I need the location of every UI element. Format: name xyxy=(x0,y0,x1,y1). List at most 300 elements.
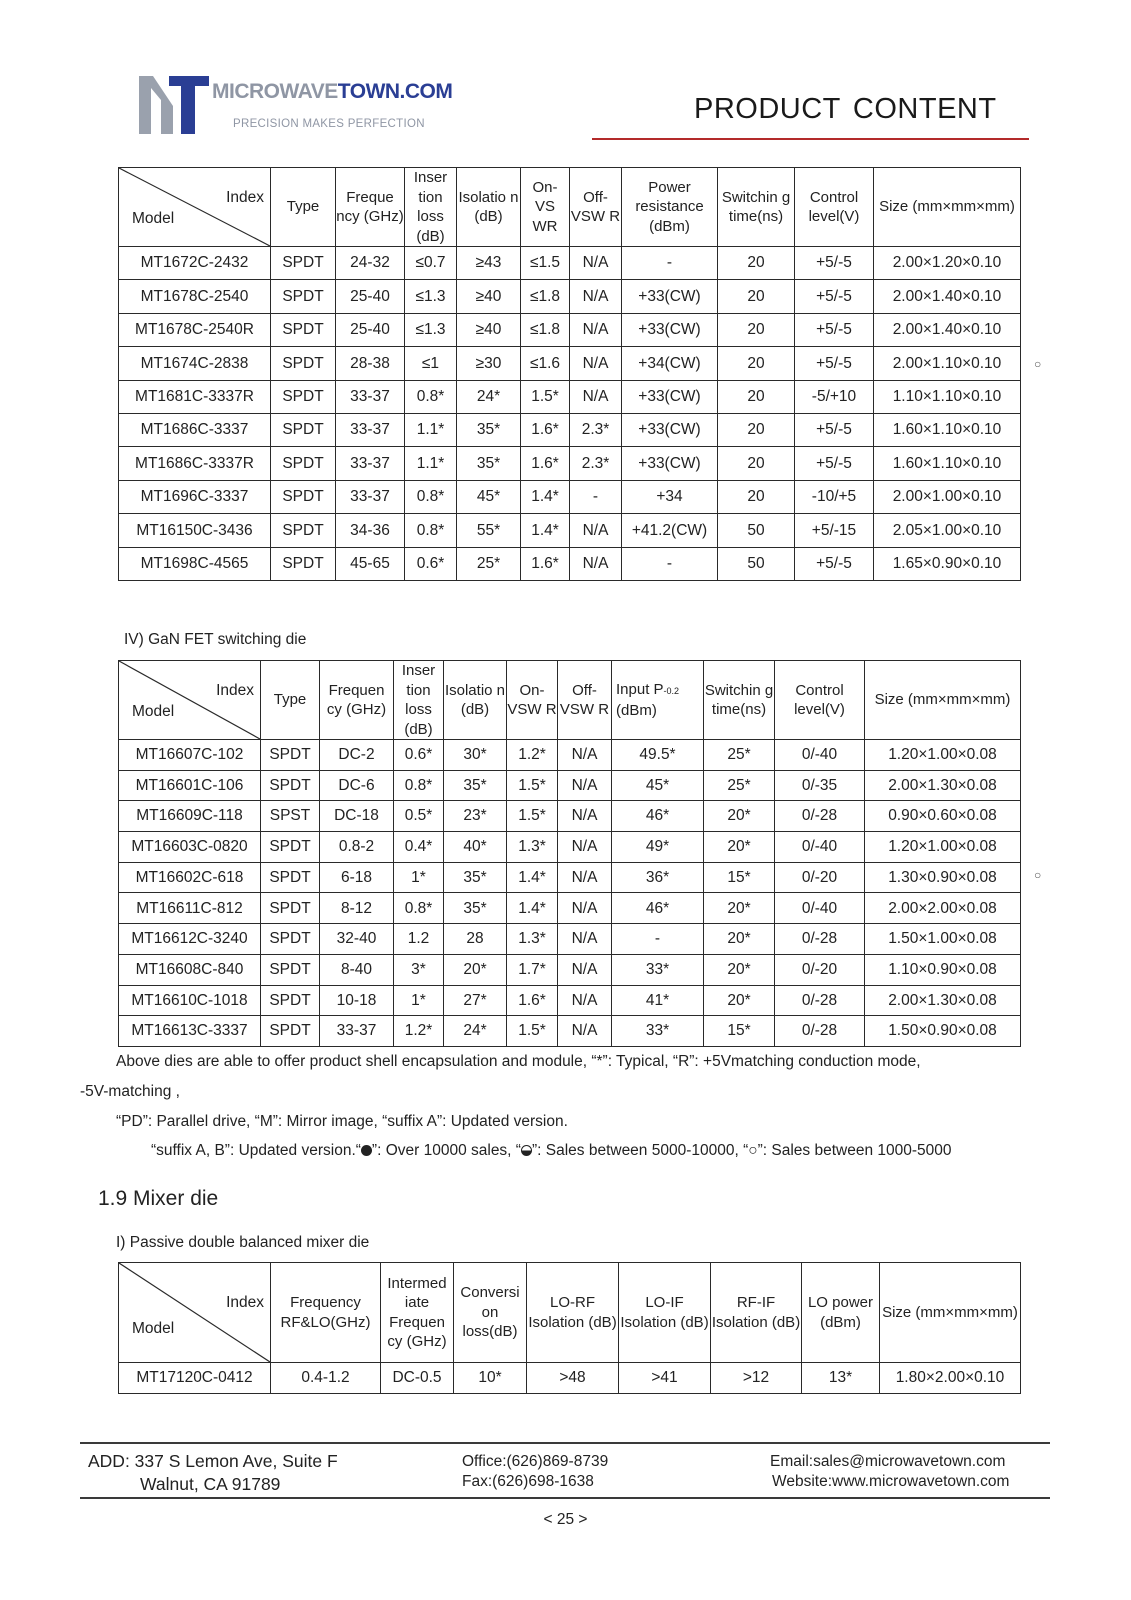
table-cell: SPDT xyxy=(261,1016,320,1047)
table-cell: N/A xyxy=(558,801,612,832)
table-cell: 1.1* xyxy=(405,447,457,480)
table-cell: 0.8* xyxy=(394,893,444,924)
table-cell: 1.80×2.00×0.10 xyxy=(880,1363,1021,1394)
table-cell: N/A xyxy=(570,313,622,346)
table-cell: SPDT xyxy=(261,862,320,893)
table-cell: SPDT xyxy=(261,832,320,863)
table-cell: 0/-20 xyxy=(775,862,865,893)
table-cell: 33-37 xyxy=(336,480,405,513)
table-row xyxy=(119,893,1021,924)
table-cell: N/A xyxy=(558,893,612,924)
table-row xyxy=(119,1016,1021,1047)
table-row xyxy=(119,514,1021,547)
table-row xyxy=(119,347,1021,380)
table-cell: ≤1.8 xyxy=(521,313,570,346)
table-cell: 1.2* xyxy=(394,1016,444,1047)
table-cell: >41 xyxy=(619,1363,711,1394)
legend-text: ”: Over 10000 sales, “ xyxy=(371,1142,521,1159)
table-cell: 1.4* xyxy=(507,893,558,924)
corner-header xyxy=(119,1263,271,1363)
table-row xyxy=(119,313,1021,346)
table-cell: 2.00×1.00×0.10 xyxy=(874,480,1021,513)
table-cell: ≤1.5 xyxy=(521,247,570,280)
table-cell: 0.8* xyxy=(405,480,457,513)
table-cell: 33-37 xyxy=(336,380,405,413)
footer-fax: Fax:(626)698-1638 xyxy=(462,1473,594,1490)
table-cell: 20* xyxy=(704,924,775,955)
table-cell: 25* xyxy=(457,547,521,580)
table-cell: 0/-28 xyxy=(775,1016,865,1047)
table-cell: +33(CW) xyxy=(622,447,718,480)
table-row xyxy=(119,985,1021,1016)
column-header: LO-RF Isolation (dB) xyxy=(527,1263,619,1363)
table-row xyxy=(119,480,1021,513)
table-cell: 33-37 xyxy=(336,447,405,480)
table-cell: +5/-5 xyxy=(795,247,874,280)
table-cell: 2.00×2.00×0.08 xyxy=(865,893,1021,924)
table-cell: SPDT xyxy=(271,447,336,480)
sales-marker: ○ xyxy=(1034,868,1042,882)
footer-office-phone: Office:(626)869-8739 xyxy=(462,1453,609,1470)
table-cell: SPDT xyxy=(271,413,336,446)
table-cell: 1.4* xyxy=(521,514,570,547)
table-cell: 1.5* xyxy=(507,1016,558,1047)
table-cell: +5/-5 xyxy=(795,280,874,313)
table-cell: 8-40 xyxy=(320,954,394,985)
table-cell: 2.00×1.40×0.10 xyxy=(874,280,1021,313)
legend-text: ”: Sales between 5000-10000, “○”: Sales between 1000-5000 xyxy=(531,1142,952,1159)
table-cell: 20 xyxy=(718,480,795,513)
column-header: Power resistance (dBm) xyxy=(622,168,718,247)
corner-model-label: Model xyxy=(132,702,175,720)
table-row xyxy=(119,954,1021,985)
table-cell: 50 xyxy=(718,514,795,547)
table-cell: 2.05×1.00×0.10 xyxy=(874,514,1021,547)
table-cell: +5/-5 xyxy=(795,547,874,580)
table-cell: 49.5* xyxy=(612,740,704,771)
model-cell: MT1678C-2540 xyxy=(119,280,271,313)
table-cell: 0.8* xyxy=(405,514,457,547)
table-cell: 25-40 xyxy=(336,313,405,346)
model-cell: MT17120C-0412 xyxy=(119,1363,271,1394)
table-cell: 1.30×0.90×0.08 xyxy=(865,862,1021,893)
table-cell: 33-37 xyxy=(320,1016,394,1047)
footer-address-line1: ADD: 337 S Lemon Ave, Suite F xyxy=(88,1451,338,1471)
table-cell: 2.3* xyxy=(570,413,622,446)
half-circle-icon xyxy=(521,1145,532,1156)
table-cell: SPDT xyxy=(271,547,336,580)
column-header: Type xyxy=(271,168,336,247)
table-cell: ≤1.3 xyxy=(405,313,457,346)
table-cell: 1.10×0.90×0.08 xyxy=(865,954,1021,985)
column-header: On- VS WR xyxy=(521,168,570,247)
note-line: Above dies are able to offer product shell encapsulation and module, “*”: Typical, “R”: +5Vmatching conduction mode, xyxy=(116,1053,921,1070)
table-cell: 20 xyxy=(718,313,795,346)
table-cell: 1.5* xyxy=(507,770,558,801)
table-cell: 32-40 xyxy=(320,924,394,955)
table-cell: >48 xyxy=(527,1363,619,1394)
table-cell: 25-40 xyxy=(336,280,405,313)
column-header: Type xyxy=(261,661,320,740)
table-cell: 1* xyxy=(394,862,444,893)
table-cell: 33* xyxy=(612,954,704,985)
table-cell: 46* xyxy=(612,893,704,924)
corner-header xyxy=(119,661,261,740)
table-row xyxy=(119,247,1021,280)
table-cell: 1.2 xyxy=(394,924,444,955)
model-cell: MT16602C-618 xyxy=(119,862,261,893)
table-cell: +33(CW) xyxy=(622,413,718,446)
table-cell: 28-38 xyxy=(336,347,405,380)
table-cell: 1.3* xyxy=(507,832,558,863)
table-cell: 15* xyxy=(704,1016,775,1047)
table-cell: 1.7* xyxy=(507,954,558,985)
table-cell: 0/-35 xyxy=(775,770,865,801)
table-cell: 23* xyxy=(444,801,507,832)
table-cell: N/A xyxy=(558,740,612,771)
table-cell: SPDT xyxy=(271,347,336,380)
table-cell: ≤1 xyxy=(405,347,457,380)
model-cell: MT16607C-102 xyxy=(119,740,261,771)
table-cell: 0.4* xyxy=(394,832,444,863)
table-cell: 1.50×0.90×0.08 xyxy=(865,1016,1021,1047)
footer-bottom-rule xyxy=(80,1497,1050,1499)
table-cell: ≤0.7 xyxy=(405,247,457,280)
table-cell: - xyxy=(622,247,718,280)
model-cell: MT16603C-0820 xyxy=(119,832,261,863)
model-cell: MT1674C-2838 xyxy=(119,347,271,380)
table-cell: 1.6* xyxy=(521,447,570,480)
table-cell: 1.5* xyxy=(521,380,570,413)
company-logo-mark xyxy=(139,76,209,134)
table-cell: N/A xyxy=(570,514,622,547)
full-circle-icon xyxy=(361,1145,372,1156)
column-header: Freque ncy (GHz) xyxy=(336,168,405,247)
corner-index-label: Index xyxy=(216,682,254,699)
table-cell: 2.00×1.30×0.08 xyxy=(865,985,1021,1016)
table-cell: 20 xyxy=(718,413,795,446)
table-cell: ≥43 xyxy=(457,247,521,280)
table-cell: 1.10×1.10×0.10 xyxy=(874,380,1021,413)
table-cell: 1.3* xyxy=(507,924,558,955)
table-cell: N/A xyxy=(558,862,612,893)
table-cell: 0/-40 xyxy=(775,893,865,924)
model-cell: MT16610C-1018 xyxy=(119,985,261,1016)
table-cell: 0/-28 xyxy=(775,985,865,1016)
table-cell: SPDT xyxy=(271,380,336,413)
footer-email: Email:sales@microwavetown.com xyxy=(770,1453,1006,1470)
table-cell: - xyxy=(612,924,704,955)
table-cell: 0.90×0.60×0.08 xyxy=(865,801,1021,832)
table-cell: +33(CW) xyxy=(622,313,718,346)
table-cell: 1* xyxy=(394,985,444,1016)
table-cell: 2.3* xyxy=(570,447,622,480)
table-cell: DC-18 xyxy=(320,801,394,832)
model-cell: MT16612C-3240 xyxy=(119,924,261,955)
table-cell: 33-37 xyxy=(336,413,405,446)
column-header: Frequency RF&LO(GHz) xyxy=(271,1263,381,1363)
model-cell: MT1678C-2540R xyxy=(119,313,271,346)
table-cell: 20 xyxy=(718,380,795,413)
table-cell: SPST xyxy=(261,801,320,832)
note-line: -5V-matching , xyxy=(80,1083,180,1100)
column-header: Frequen cy (GHz) xyxy=(320,661,394,740)
table-cell: 20* xyxy=(704,893,775,924)
column-header: Off- VSW R xyxy=(570,168,622,247)
table-cell: N/A xyxy=(558,770,612,801)
table-cell: 20 xyxy=(718,447,795,480)
table-cell: 20* xyxy=(704,801,775,832)
table-cell: >12 xyxy=(711,1363,802,1394)
model-cell: MT16611C-812 xyxy=(119,893,261,924)
table-cell: 20* xyxy=(444,954,507,985)
table-row xyxy=(119,770,1021,801)
table-cell: +41.2(CW) xyxy=(622,514,718,547)
table-cell: ≤1.6 xyxy=(521,347,570,380)
table-cell: 0.8* xyxy=(394,770,444,801)
table-cell: 0.6* xyxy=(394,740,444,771)
company-logo-text: MICROWAVETOWN.COM xyxy=(212,80,453,103)
corner-index-label: Index xyxy=(226,1294,264,1311)
table-cell: +33(CW) xyxy=(622,380,718,413)
table-cell: DC-6 xyxy=(320,770,394,801)
table-cell: 15* xyxy=(704,862,775,893)
column-header-input-power xyxy=(612,661,704,740)
table-cell: 0/-28 xyxy=(775,924,865,955)
table-cell: N/A xyxy=(558,924,612,955)
model-cell: MT1686C-3337 xyxy=(119,413,271,446)
table-cell: +5/-5 xyxy=(795,413,874,446)
table-cell: -5/+10 xyxy=(795,380,874,413)
corner-model-label: Model xyxy=(132,1319,175,1337)
table-row xyxy=(119,547,1021,580)
column-header: Inser tion loss (dB) xyxy=(394,661,444,740)
model-cell: MT16601C-106 xyxy=(119,770,261,801)
column-header: Inser tion loss (dB) xyxy=(405,168,457,247)
gan-switch-table xyxy=(118,660,1021,1047)
table-cell: 3* xyxy=(394,954,444,985)
column-header: Isolatio n (dB) xyxy=(444,661,507,740)
table-cell: 35* xyxy=(444,862,507,893)
switch-die-table xyxy=(118,167,1021,581)
table-cell: 10* xyxy=(454,1363,527,1394)
table-cell: 1.50×1.00×0.08 xyxy=(865,924,1021,955)
table-cell: 25* xyxy=(704,770,775,801)
corner-index-label: Index xyxy=(226,189,264,206)
table-cell: 1.60×1.10×0.10 xyxy=(874,413,1021,446)
table-cell: 41* xyxy=(612,985,704,1016)
model-cell: MT16608C-840 xyxy=(119,954,261,985)
table-cell: 0.5* xyxy=(394,801,444,832)
table-cell: 40* xyxy=(444,832,507,863)
input-power-unit: (dBm) xyxy=(616,702,657,719)
table-cell: DC-0.5 xyxy=(381,1363,454,1394)
note-line: “PD”: Parallel drive, “M”: Mirror image, “suffix A”: Updated version. xyxy=(116,1113,568,1130)
table-cell: 20* xyxy=(704,954,775,985)
table-cell: SPDT xyxy=(271,247,336,280)
table-cell: 46* xyxy=(612,801,704,832)
table-cell: 24* xyxy=(457,380,521,413)
table-cell: 1.2* xyxy=(507,740,558,771)
table-cell: +34 xyxy=(622,480,718,513)
table-cell: 1.20×1.00×0.08 xyxy=(865,740,1021,771)
table-cell: 1.60×1.10×0.10 xyxy=(874,447,1021,480)
table-row xyxy=(119,740,1021,771)
table-cell: 0.6* xyxy=(405,547,457,580)
table-cell: 35* xyxy=(444,893,507,924)
section-subtitle: I) Passive double balanced mixer die xyxy=(116,1234,370,1251)
table-row xyxy=(119,832,1021,863)
model-cell: MT1672C-2432 xyxy=(119,247,271,280)
table-cell: SPDT xyxy=(261,924,320,955)
table-cell: 1.4* xyxy=(521,480,570,513)
table-cell: 0/-40 xyxy=(775,832,865,863)
table-cell: -10/+5 xyxy=(795,480,874,513)
table-cell: 45* xyxy=(457,480,521,513)
table-cell: N/A xyxy=(558,1016,612,1047)
page-title: PRODUCT CONTENT xyxy=(694,93,997,125)
column-header: RF-IF Isolation (dB) xyxy=(711,1263,802,1363)
table-cell: 1.20×1.00×0.08 xyxy=(865,832,1021,863)
company-tagline: PRECISION MAKES PERFECTION xyxy=(233,118,425,130)
section-subtitle: IV) GaN FET switching die xyxy=(124,631,307,648)
footer-top-rule xyxy=(80,1442,1050,1444)
table-cell: 1.1* xyxy=(405,413,457,446)
corner-header xyxy=(119,168,271,247)
table-cell: 20* xyxy=(704,832,775,863)
table-cell: N/A xyxy=(558,985,612,1016)
table-cell: SPDT xyxy=(261,985,320,1016)
input-power-label: Input P xyxy=(616,680,664,698)
table-cell: - xyxy=(622,547,718,580)
column-header: Off- VSW R xyxy=(558,661,612,740)
table-cell: N/A xyxy=(570,347,622,380)
table-cell: 2.00×1.10×0.10 xyxy=(874,347,1021,380)
table-cell: 20* xyxy=(704,985,775,1016)
corner-model-label: Model xyxy=(132,209,175,227)
table-cell: ≥40 xyxy=(457,313,521,346)
column-header: Conversi on loss(dB) xyxy=(454,1263,527,1363)
table-cell: 49* xyxy=(612,832,704,863)
table-cell: N/A xyxy=(558,832,612,863)
table-cell: 20 xyxy=(718,247,795,280)
column-header: Control level(V) xyxy=(795,168,874,247)
table-cell: 35* xyxy=(457,413,521,446)
table-cell: 55* xyxy=(457,514,521,547)
table-row xyxy=(119,280,1021,313)
table-cell: 50 xyxy=(718,547,795,580)
table-cell: 6-18 xyxy=(320,862,394,893)
table-cell: 0.8-2 xyxy=(320,832,394,863)
table-cell: 36* xyxy=(612,862,704,893)
column-header: Size (mm×mm×mm) xyxy=(865,661,1021,740)
table-cell: SPDT xyxy=(261,893,320,924)
table-row xyxy=(119,447,1021,480)
page-number: < 25 > xyxy=(543,1511,588,1528)
table-cell: 13* xyxy=(802,1363,880,1394)
table-cell: 10-18 xyxy=(320,985,394,1016)
footer-website: Website:www.microwavetown.com xyxy=(772,1473,1010,1490)
table-cell: 2.00×1.30×0.08 xyxy=(865,770,1021,801)
table-cell: 30* xyxy=(444,740,507,771)
table-cell: SPDT xyxy=(261,740,320,771)
table-cell: 35* xyxy=(457,447,521,480)
table-cell: +5/-15 xyxy=(795,514,874,547)
column-header: Switchin g time(ns) xyxy=(704,661,775,740)
table-cell: 0/-20 xyxy=(775,954,865,985)
model-cell: MT16150C-3436 xyxy=(119,514,271,547)
table-cell: N/A xyxy=(570,547,622,580)
table-row xyxy=(119,924,1021,955)
table-cell: 33* xyxy=(612,1016,704,1047)
table-cell: SPDT xyxy=(271,514,336,547)
column-header: Switchin g time(ns) xyxy=(718,168,795,247)
column-header: LO power (dBm) xyxy=(802,1263,880,1363)
model-cell: MT1696C-3337 xyxy=(119,480,271,513)
table-cell: 1.6* xyxy=(521,413,570,446)
table-cell: 24* xyxy=(444,1016,507,1047)
footer-address-line2: Walnut, CA 91789 xyxy=(140,1474,281,1494)
table-row xyxy=(119,1363,1021,1394)
table-cell: SPDT xyxy=(261,770,320,801)
table-cell: N/A xyxy=(570,280,622,313)
table-cell: +5/-5 xyxy=(795,447,874,480)
input-power-sub: -0.2 xyxy=(663,685,680,696)
table-cell: +5/-5 xyxy=(795,347,874,380)
table-cell: 27* xyxy=(444,985,507,1016)
table-cell: 2.00×1.40×0.10 xyxy=(874,313,1021,346)
column-header: Intermed iate Frequen cy (GHz) xyxy=(381,1263,454,1363)
model-cell: MT1681C-3337R xyxy=(119,380,271,413)
table-cell: +5/-5 xyxy=(795,313,874,346)
table-cell: 20 xyxy=(718,280,795,313)
column-header: LO-IF Isolation (dB) xyxy=(619,1263,711,1363)
table-cell: 0/-40 xyxy=(775,740,865,771)
mixer-die-table xyxy=(118,1262,1021,1394)
table-cell: N/A xyxy=(570,247,622,280)
column-header: Control level(V) xyxy=(775,661,865,740)
table-cell: 28 xyxy=(444,924,507,955)
table-row xyxy=(119,413,1021,446)
section-heading: 1.9 Mixer die xyxy=(98,1187,219,1210)
table-cell: ≥40 xyxy=(457,280,521,313)
column-header: Size (mm×mm×mm) xyxy=(880,1263,1021,1363)
table-cell: DC-2 xyxy=(320,740,394,771)
table-row xyxy=(119,862,1021,893)
table-cell: SPDT xyxy=(271,313,336,346)
table-cell: 45-65 xyxy=(336,547,405,580)
table-cell: +33(CW) xyxy=(622,280,718,313)
table-row xyxy=(119,801,1021,832)
column-header: Size (mm×mm×mm) xyxy=(874,168,1021,247)
model-cell: MT1698C-4565 xyxy=(119,547,271,580)
table-cell: 1.4* xyxy=(507,862,558,893)
table-cell: SPDT xyxy=(261,954,320,985)
table-cell: 1.65×0.90×0.10 xyxy=(874,547,1021,580)
table-cell: ≤1.8 xyxy=(521,280,570,313)
table-cell: 0.4-1.2 xyxy=(271,1363,381,1394)
table-cell: 25* xyxy=(704,740,775,771)
table-row xyxy=(119,380,1021,413)
table-cell: ≤1.3 xyxy=(405,280,457,313)
model-cell: MT1686C-3337R xyxy=(119,447,271,480)
table-cell: 45* xyxy=(612,770,704,801)
legend-text: “suffix A, B”: Updated version.“ xyxy=(151,1142,361,1159)
title-underline xyxy=(592,138,1029,140)
table-cell: SPDT xyxy=(271,480,336,513)
column-header: On- VSW R xyxy=(507,661,558,740)
table-cell: 35* xyxy=(444,770,507,801)
